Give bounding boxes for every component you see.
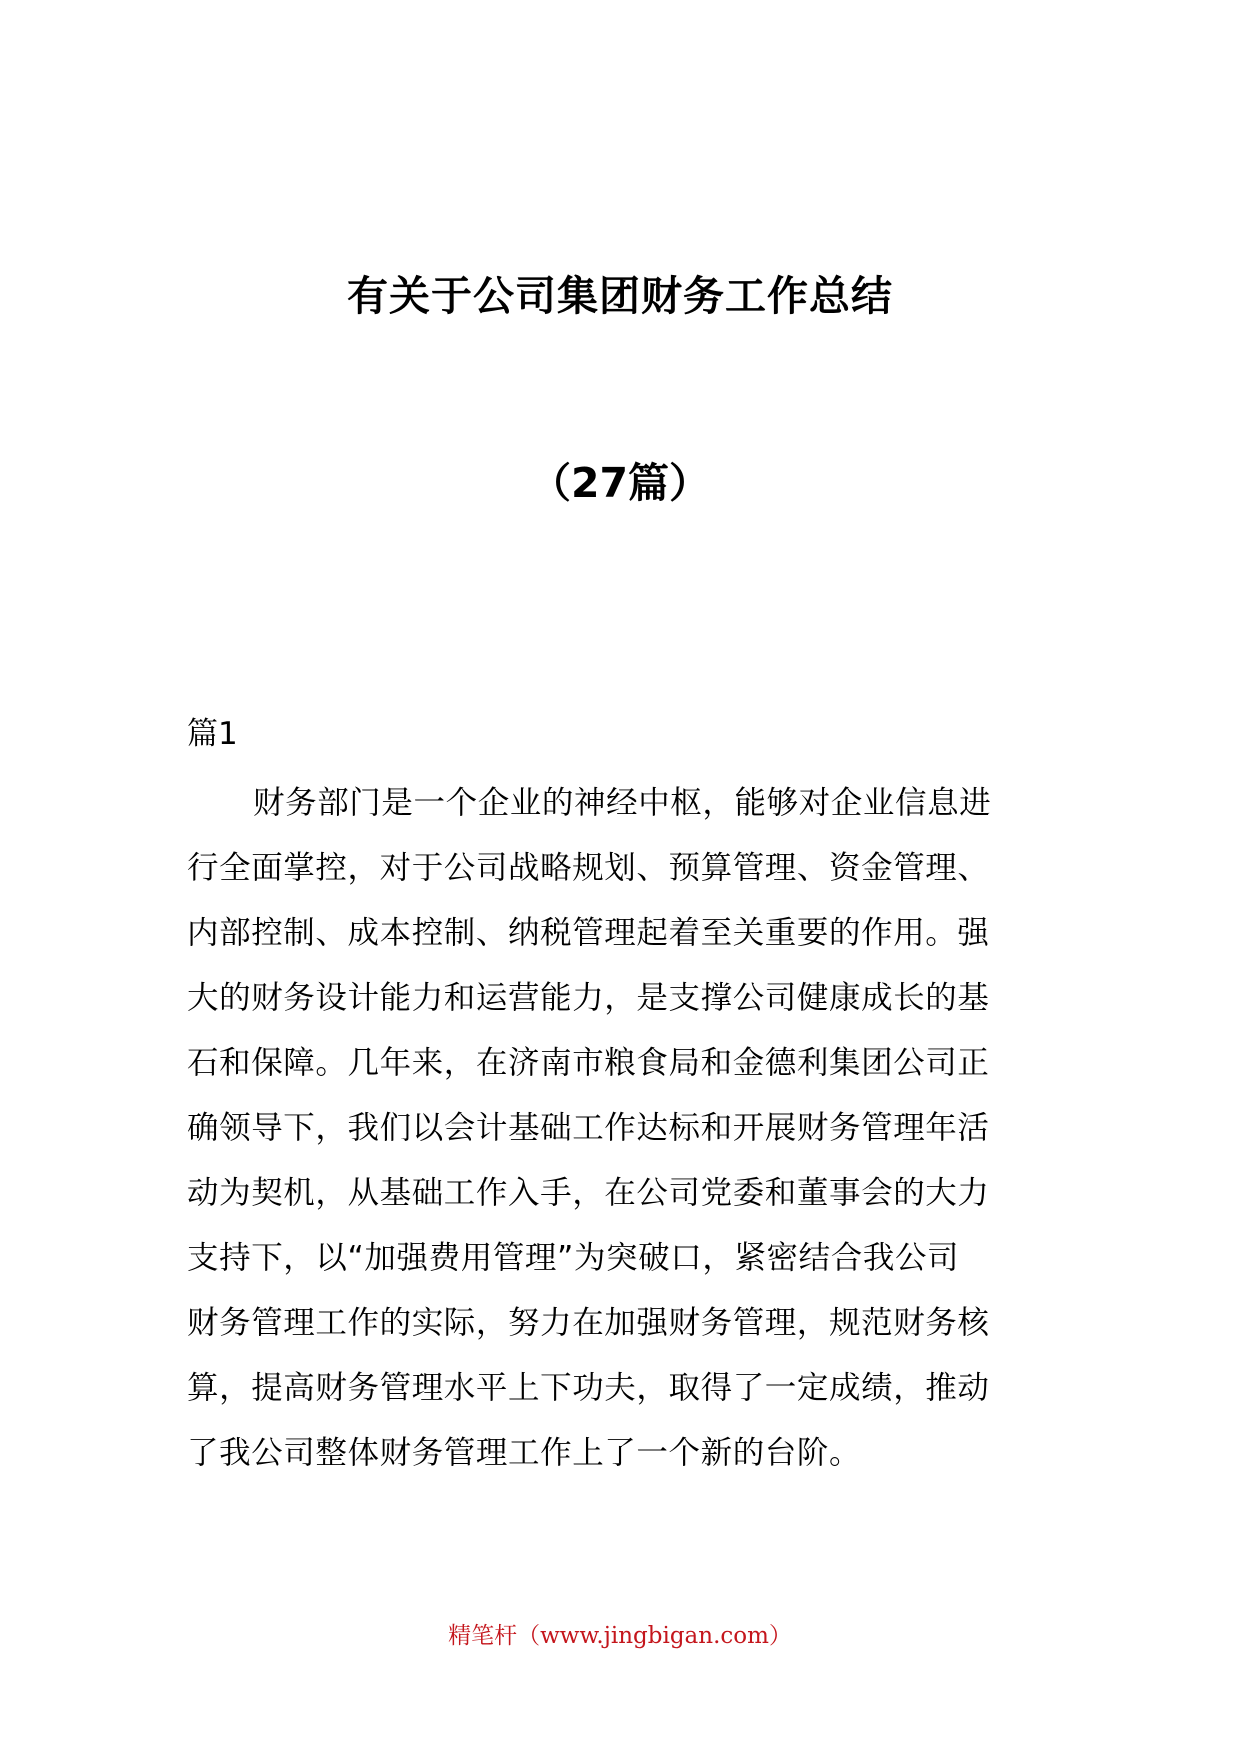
body-line: 算，提高财务管理水平上下功夫，取得了一定成绩，推动	[187, 1370, 990, 1406]
section-heading: 篇1	[187, 716, 238, 752]
body-line: 支持下，以“加强费用管理”为突破口，紧密结合我公司	[187, 1240, 960, 1276]
body-paragraph	[187, 771, 1057, 1486]
body-line: 行全面掌控，对于公司战略规划、预算管理、资金管理、	[187, 850, 990, 886]
body-line: 确领导下，我们以会计基础工作达标和开展财务管理年活	[187, 1110, 990, 1146]
document-title: 有关于公司集团财务工作总结	[347, 272, 893, 320]
body-line: 财务部门是一个企业的神经中枢，能够对企业信息进	[253, 785, 992, 821]
footer-source-watermark: 精笔杆（www.jingbigan.com）	[448, 1623, 792, 1649]
document-subtitle: （27篇）	[529, 459, 711, 507]
body-line: 大的财务设计能力和运营能力，是支撑公司健康成长的基	[187, 980, 990, 1016]
body-line: 动为契机，从基础工作入手，在公司党委和董事会的大力	[187, 1175, 990, 1211]
body-line: 财务管理工作的实际，努力在加强财务管理，规范财务核	[187, 1305, 990, 1341]
body-line: 内部控制、成本控制、纳税管理起着至关重要的作用。强	[187, 915, 990, 951]
body-line: 了我公司整体财务管理工作上了一个新的台阶。	[187, 1435, 862, 1471]
body-line: 石和保障。几年来，在济南市粮食局和金德利集团公司正	[187, 1045, 990, 1081]
